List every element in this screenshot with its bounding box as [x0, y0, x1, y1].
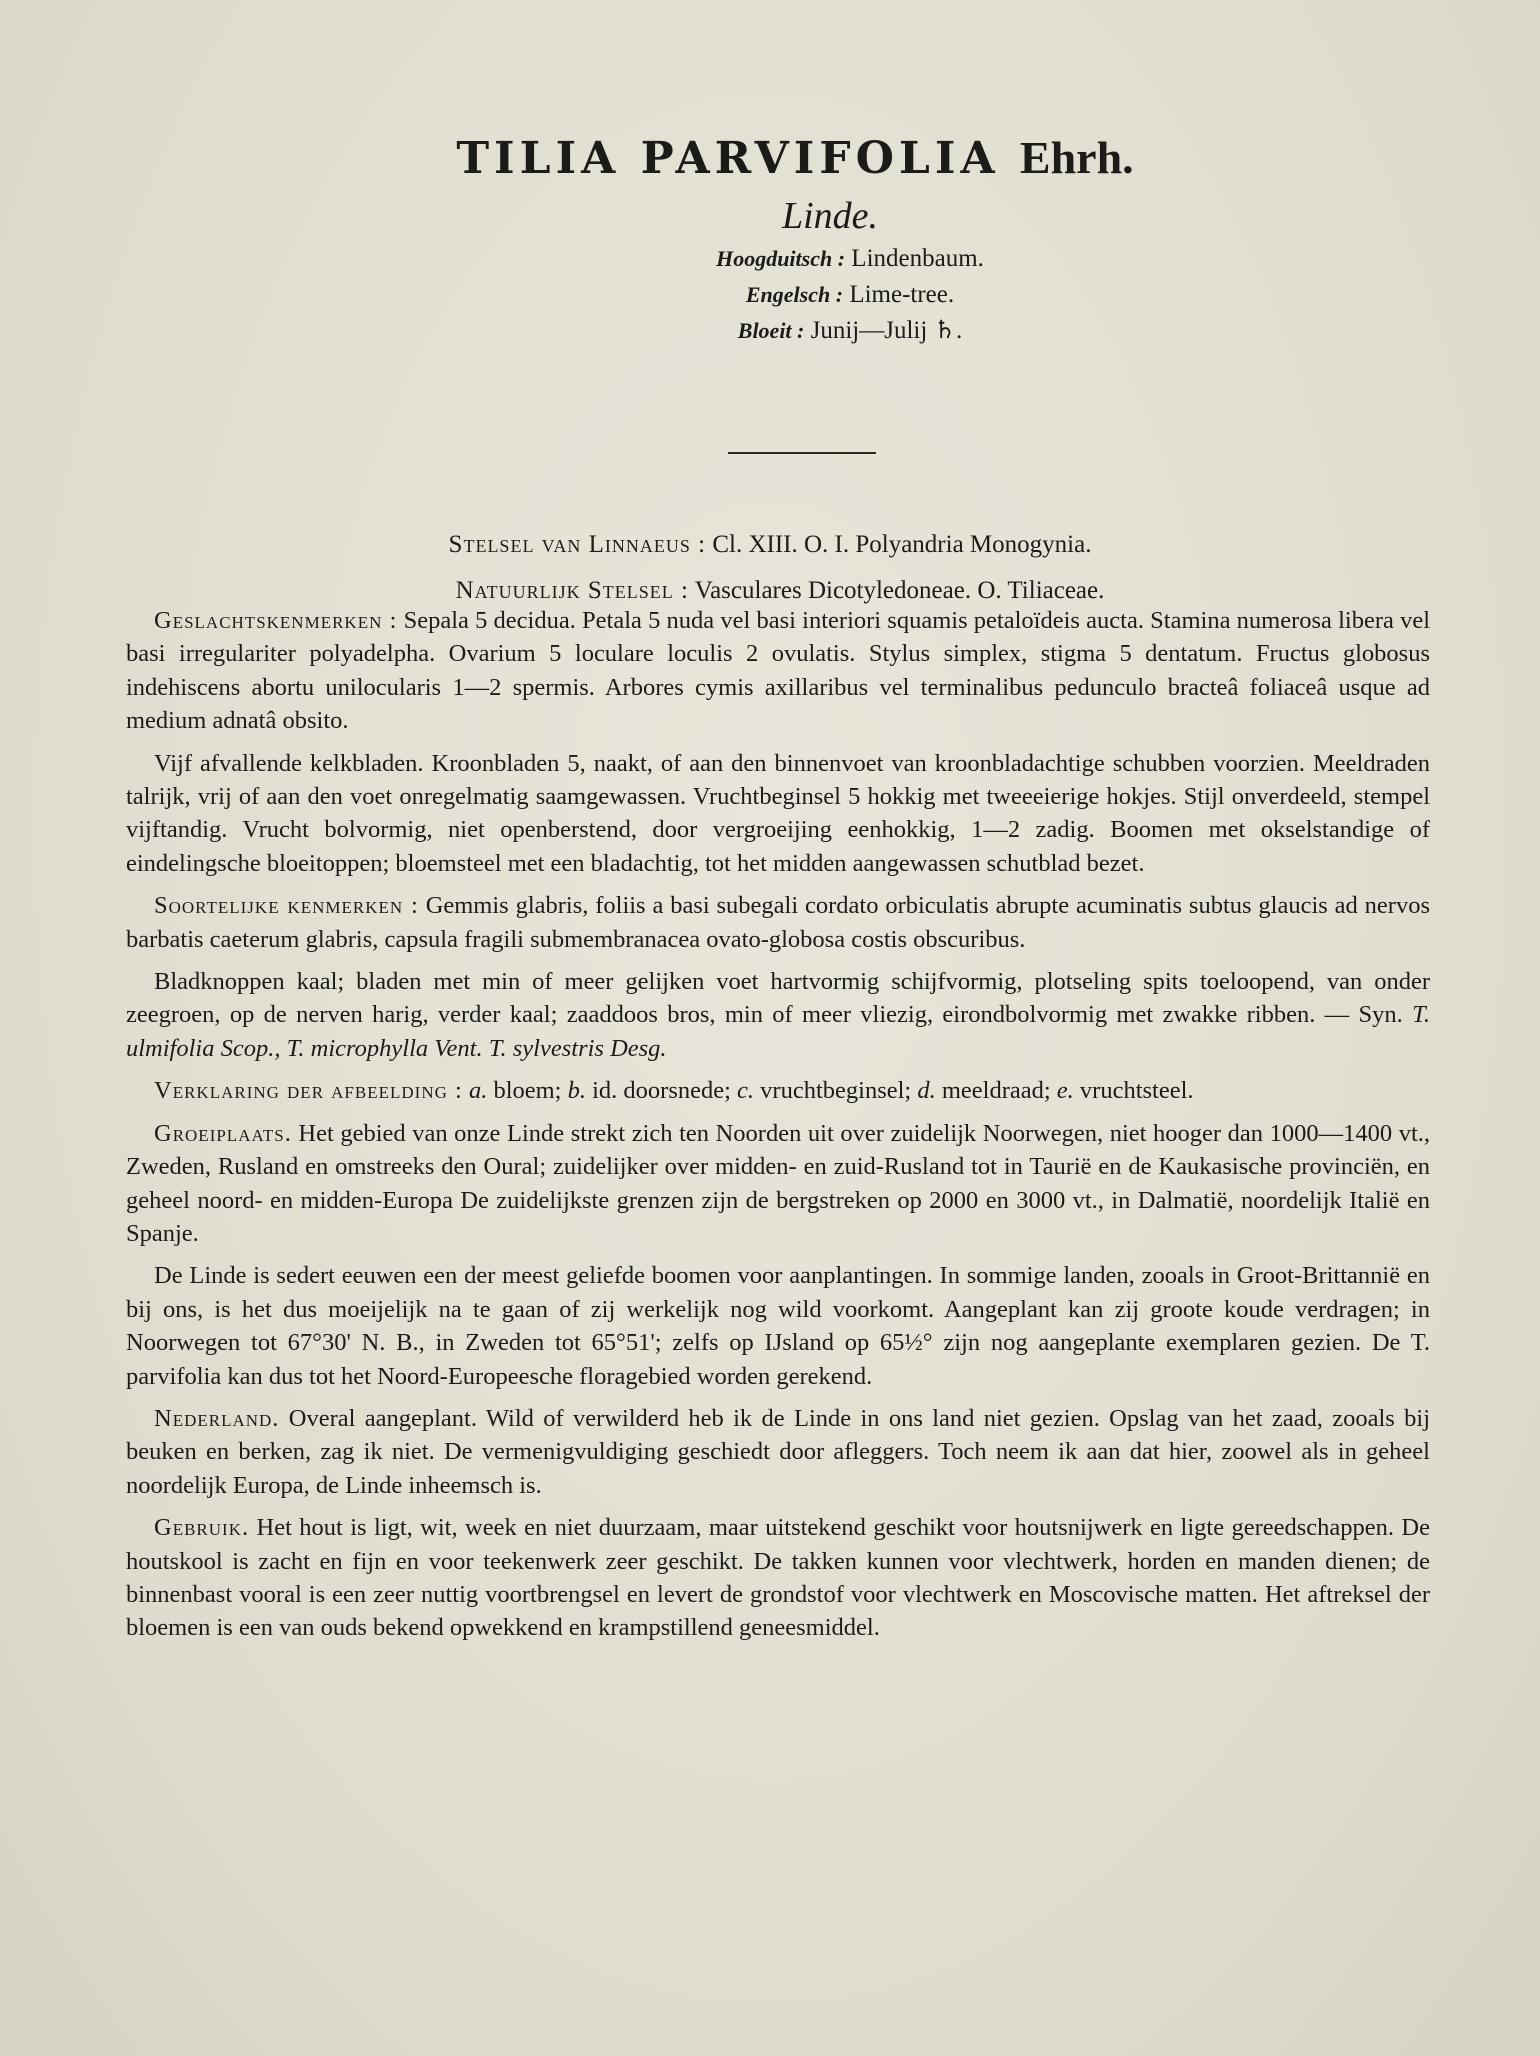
header	[0, 130, 1540, 349]
page-title	[0, 130, 1540, 187]
bloom-line	[0, 313, 1540, 349]
figure-key-d: d.	[917, 1077, 936, 1105]
use-paragraph	[126, 1511, 1430, 1645]
natural-label: Natuurlijk Stelsel :	[455, 577, 689, 604]
figure-text-a: bloem;	[493, 1077, 562, 1105]
author-abbreviation: Ehrh.	[1019, 132, 1134, 183]
species-dutch-text: Bladknoppen kaal; bladen met min of meer gelijken voet hartvormig schijfvormig, plotseling spits toeloopend, van onder zeegroen, op de nerven harig, verder kaal; zaaddoos bros, min of meer vliezig, eirondbolvormig met zwakke ribben. — Syn.	[126, 968, 1430, 1029]
synonyms-text: T. ulmifolia Scop., T. microphylla Vent. T. sylvestris Desg.	[126, 1001, 1430, 1062]
figure-label: Verklaring der afbeelding :	[154, 1077, 463, 1105]
use-label: Gebruik.	[154, 1514, 250, 1542]
figure-text-d: meeldraad;	[941, 1077, 1051, 1105]
species-latin-paragraph	[126, 889, 1430, 956]
divider	[728, 452, 876, 454]
figure-key-c: c.	[737, 1077, 755, 1105]
linnaeus-system-line	[0, 526, 1540, 564]
figure-explanation-paragraph	[126, 1074, 1430, 1107]
german-label: Hoogduitsch :	[716, 246, 846, 271]
species-latin-text: Gemmis glabris, foliis a basi subegali cordato orbiculatis abrupte acuminatis subtus glaucis ad nervos barbatis caeterum glabris, capsula fragili submembranacea ovato-globosa costis obscuribus.	[126, 892, 1430, 953]
figure-key-b: b.	[567, 1077, 586, 1105]
english-label: Engelsch :	[745, 282, 844, 307]
planting-paragraph: De Linde is sedert eeuwen een der meest geliefde boomen voor aanplantingen. In sommige landen, zooals in Groot-Brittannië en bij ons, is het dus moeijelijk na te gaan of zij werkelijk nog wild voorkomt. Aangeplant kan zij groote koude verdragen; in Noorwegen tot 67°30' N. B., in Zweden tot 65°51'; zelfs op IJsland op 65½° zijn nog aangeplante exemplaren gezien. De T. parvifolia kan dus tot het Noord-Europeesche floragebied worden gerekend.	[126, 1262, 1430, 1390]
bloom-label: Bloeit :	[737, 318, 805, 343]
figure-text-e: vruchtsteel.	[1079, 1077, 1194, 1105]
habitat-text: Het gebied van onze Linde strekt zich ten Noorden uit over zuidelijk Noorwegen, niet hooger dan 1000—1400 vt., Zweden, Rusland en omstreeks den Oural; zuidelijker over midden- en zuid-Rusland tot in Taurië en de Kaukasische provinciën, en geheel noord- en midden-Europa De zuidelijkste grenzen zijn de bergstreken op 2000 en 3000 vt., in Dalmatië, noordelijk Italië en Spanje.	[126, 1119, 1430, 1247]
bloom-value: Junij—Julij ♄.	[810, 317, 963, 344]
genus-latin-paragraph	[126, 604, 1430, 738]
use-text: Het hout is ligt, wit, week en niet duurzaam, maar uitstekend geschikt voor houtsnijwerk en ligte gereedschappen. De houtskool is zacht en fijn en voor teekenwerk zeer geschikt. De takken kunnen voor vlechtwerk, horden en manden dienen; de binnenbast vooral is een zeer nuttig voortbrengsel en levert de grondstof voor vlechtwerk en Moscovische matten. Het aftreksel der bloemen is een van ouds bekend opwekkend en krampstillend geneesmiddel.	[126, 1514, 1430, 1642]
english-name-line	[0, 277, 1540, 313]
species-name: TILIA PARVIFOLIA	[456, 133, 1000, 184]
body-text	[126, 604, 1430, 1654]
habitat-paragraph	[126, 1117, 1430, 1251]
figure-text-b: id. doorsnede;	[592, 1077, 731, 1105]
german-name-line	[0, 241, 1540, 277]
netherlands-text: Overal aangeplant. Wild of verwilderd heb ik de Linde in ons land niet gezien. Opslag van het zaad, zooals bij beuken en berken, zag ik niet. De vermenigvuldiging geschiedt door afleggers. Toch neem ik aan dat hier, zoowel als in geheel noordelijk Europa, de Linde inheemsch is.	[126, 1404, 1431, 1499]
species-label: Soortelijke kenmerken :	[154, 892, 419, 920]
figure-key-e: e.	[1056, 1077, 1074, 1105]
figure-key-a: a.	[468, 1077, 488, 1105]
figure-text-c: vruchtbeginsel;	[760, 1077, 912, 1105]
common-name: Linde.	[781, 195, 879, 237]
genus-label: Geslachtskenmerken :	[154, 607, 398, 634]
genus-dutch-paragraph: Vijf afvallende kelkbladen. Kroonbladen 5, naakt, of aan den binnenvoet van kroonbladachtige schubben voorzien. Meeldraden talrijk, vrij of aan den voet onregelmatig saamgewassen. Vruchtbeginsel 5 hokkig met tweeeierige hokjes. Stijl onverdeeld, stempel vijftandig. Vrucht bolvormig, niet openberstend, door vergroeijing eenhokkig, 1—2 zadig. Boomen met okselstandige of eindelingsche bloeitoppen; bloemsteel met een bladachtig, tot het midden aangewassen schutblad bezet.	[126, 749, 1430, 877]
german-value: Lindenbaum.	[851, 245, 984, 272]
linnaeus-value: Cl. XIII. O. I. Polyandria Monogynia.	[712, 531, 1092, 558]
netherlands-paragraph	[126, 1402, 1430, 1502]
netherlands-label: Nederland.	[154, 1404, 280, 1432]
linnaeus-label: Stelsel van Linnaeus :	[448, 531, 707, 558]
habitat-label: Groeiplaats.	[154, 1119, 292, 1147]
species-dutch-paragraph	[126, 965, 1430, 1065]
natural-value: Vasculares Dicotyledoneae. O. Tiliaceae.	[694, 577, 1105, 604]
english-value: Lime-tree.	[849, 281, 955, 308]
genus-latin-text: Sepala 5 decidua. Petala 5 nuda vel basi interiori squamis petaloïdeis aucta. Stamina numerosa libera vel basi irregulariter polyadelpha. Ovarium 5 loculare loculis 2 ovulatis. Stylus simplex, stigma 5 dentatum. Fructus globosus indehiscens abortu unilocularis 1—2 spermis. Arbores cymis axillaribus vel terminalibus pedunculo bracteâ foliaceâ usque ad medium adnatâ obsito.	[126, 607, 1431, 735]
